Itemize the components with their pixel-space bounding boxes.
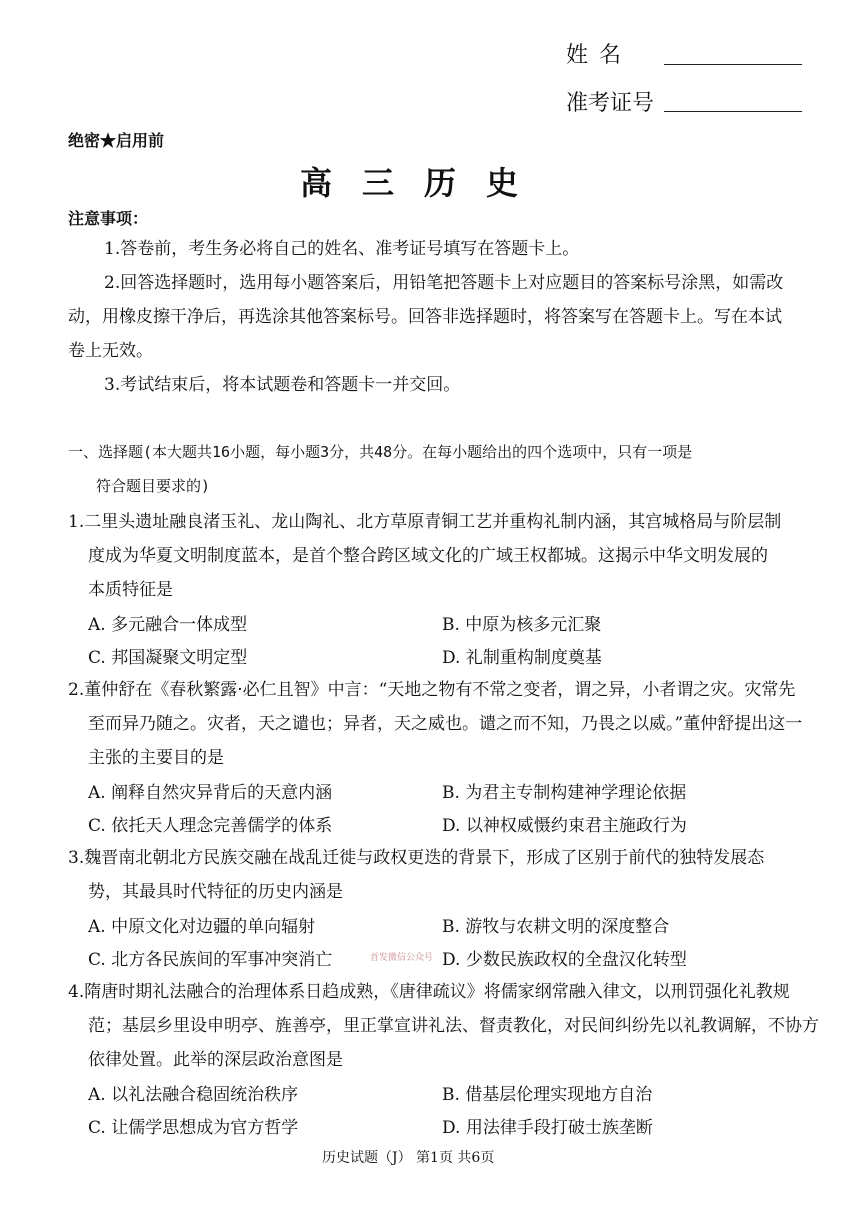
question-1-line-2: 度成为华夏文明制度蓝本，是首个整合跨区域文化的广域王权都城。这揭示中华文明发展的 (88, 546, 768, 566)
question-4-line-1: 4.隋唐时期礼法融合的治理体系日趋成熟，《唐律疏议》将儒家纲常融入律文，以刑罚强化礼教规 (68, 982, 790, 1002)
section-heading-cont: 符合题目要求的) (96, 477, 211, 495)
question-1-option-c: C. 邦国凝聚文明定型 (88, 648, 248, 668)
notice-item-2-end: 卷上无效。 (68, 341, 153, 361)
watermark-stamp: 首发微信公众号 (370, 953, 434, 963)
question-2-line-2: 至而异乃随之。灾者，天之谴也；异者，天之威也。谴之而不知，乃畏之以威。”董仲舒提出这一 (88, 714, 803, 734)
notice-item-2: 2.回答选择题时，选用每小题答案后，用铅笔把答题卡上对应题目的答案标号涂黑，如需改 (104, 273, 784, 293)
question-4-option-c: C. 让儒学思想成为官方哲学 (88, 1118, 299, 1138)
page-footer: 历史试题（J） 第1页 共6页 (322, 1150, 495, 1166)
question-2-option-c: C. 依托天人理念完善儒学的体系 (88, 816, 333, 836)
notice-item-2-cont: 动，用橡皮擦干净后，再选涂其他答案标号。回答非选择题时，将答案写在答题卡上。写在本试 (68, 307, 782, 327)
question-4-line-3: 依律处置。此举的深层政治意图是 (88, 1050, 343, 1070)
question-3-option-d: D. 少数民族政权的全盘汉化转型 (442, 950, 687, 970)
question-2-option-d: D. 以神权威慑约束君主施政行为 (442, 816, 687, 836)
question-4-option-a: A. 以礼法融合稳固统治秩序 (88, 1085, 299, 1105)
notice-heading: 注意事项： (68, 209, 149, 228)
question-4-option-d: D. 用法律手段打破士族垄断 (442, 1118, 653, 1138)
question-3-option-b: B. 游牧与农耕文明的深度整合 (442, 917, 670, 937)
notice-item-1: 1.答卷前，考生务必将自己的姓名、准考证号填写在答题卡上。 (104, 239, 580, 259)
question-3-option-c: C. 北方各民族间的军事冲突消亡 (88, 950, 333, 970)
name-label: 姓 名 (566, 43, 623, 68)
name-underline (664, 64, 802, 65)
section-heading: 一、选择题(本大题共16小题，每小题3分，共48分。在每小题给出的四个选项中，只有一项是 (68, 443, 693, 461)
question-4-line-2: 范；基层乡里设申明亭、旌善亭，里正掌宣讲礼法、督责教化，对民间纠纷先以礼教调解，不协方 (88, 1016, 819, 1036)
question-1-line-3: 本质特征是 (88, 580, 173, 600)
question-1-option-b: B. 中原为核多元汇聚 (442, 615, 602, 635)
exam-id-label: 准考证号 (566, 91, 655, 116)
question-3-line-1: 3.魏晋南北朝北方民族交融在战乱迁徙与政权更迭的背景下，形成了区别于前代的独特发展态 (68, 848, 765, 868)
page-title: 高三历史 (300, 164, 549, 202)
question-2-option-b: B. 为君主专制构建神学理论依据 (442, 783, 687, 803)
question-1-option-d: D. 礼制重构制度奠基 (442, 648, 602, 668)
confidential-mark: 绝密★启用前 (68, 131, 165, 150)
question-2-line-1: 2.董仲舒在《春秋繁露·必仁且智》中言：“天地之物有不常之变者，谓之异，小者谓之灾。灾常先 (68, 680, 796, 700)
question-3-option-a: A. 中原文化对边疆的单向辐射 (88, 917, 316, 937)
question-1-line-1: 1.二里头遗址融良渚玉礼、龙山陶礼、北方草原青铜工艺并重构礼制内涵，其宫城格局与阶层制 (68, 512, 782, 532)
question-2-line-3: 主张的主要目的是 (88, 748, 224, 768)
exam-id-underline (664, 111, 802, 112)
notice-item-3: 3.考试结束后，将本试题卷和答题卡一并交回。 (104, 375, 461, 395)
question-4-option-b: B. 借基层伦理实现地方自治 (442, 1085, 653, 1105)
question-1-option-a: A. 多元融合一体成型 (88, 615, 248, 635)
question-2-option-a: A. 阐释自然灾异背后的天意内涵 (88, 783, 333, 803)
question-3-line-2: 势，其最具时代特征的历史内涵是 (88, 882, 343, 902)
